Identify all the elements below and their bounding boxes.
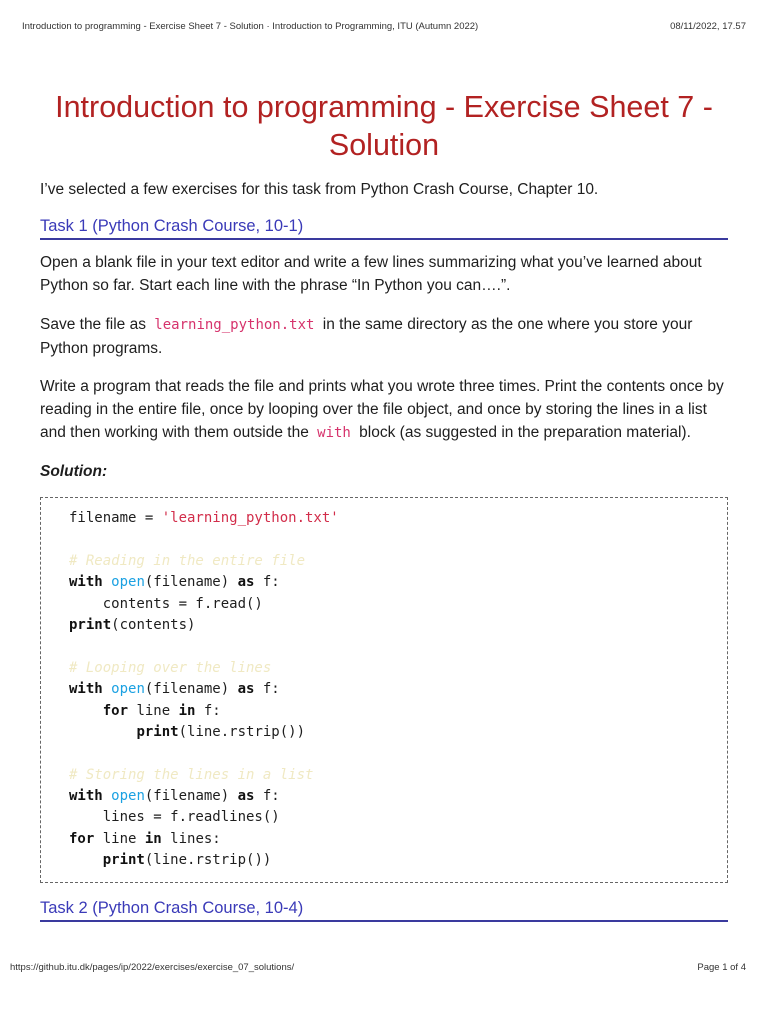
task-1-paragraph-3 [40,375,728,445]
footer-page-number: Page 1 of 4 [697,962,746,973]
document-content [40,88,728,922]
p2-text-after: in the same directory as the one where you store your Python programs. [40,316,693,357]
code-line: with open(filename) as f: [69,681,280,698]
intro-paragraph: I’ve selected a few exercises for this task from Python Crash Course, Chapter 10. [40,181,599,198]
code-line-blank [69,743,699,764]
print-header-timestamp: 08/11/2022, 17.57 [670,21,746,32]
task-1-paragraph-1: Open a blank file in your text editor and write a few lines summarizing what you’ve learned about Python so far. Start each line with the phrase “In Python you can….”. [40,254,702,294]
code-line: for line in f: [102,702,221,719]
code-line: with open(filename) as f: [69,788,280,805]
solution-label: Solution: [40,463,108,480]
page-title: Introduction to programming - Exercise Sheet 7 - Solution [55,90,713,162]
code-line: lines = f.readlines() [69,809,280,826]
code-comment: # Looping over the lines [69,659,272,676]
code-line-blank [69,636,699,657]
code-line: print(contents) [69,616,196,633]
code-comment: # Storing the lines in a list [69,766,314,783]
code-comment: # Reading in the entire file [69,552,306,569]
p3-text-before: Write a program that reads the file and prints what you wrote three times. Print the contents once by reading in the entire file, once by looping over the file object, and once by storing the lines in a list and then working with them outside the [40,378,724,441]
code-line: print(line.rstrip()) [102,852,272,869]
code-block [40,497,728,883]
footer-url: https://github.itu.dk/pages/ip/2022/exercises/exercise_07_solutions/ [10,962,295,973]
with-inline-code: with [317,425,351,441]
p3-text-after: block (as suggested in the preparation material). [359,424,691,441]
code-line-blank [69,529,699,550]
code-line: filename = 'learning_python.txt' [69,510,339,526]
task-2-heading: Task 2 (Python Crash Course, 10-4) [40,897,728,922]
code-line: with open(filename) as f: [69,574,280,591]
print-footer [10,962,746,973]
p2-text-before: Save the file as [40,316,146,333]
code-line: for line in lines: [69,830,221,847]
filename-inline-code: learning_python.txt [154,317,315,333]
task-1-heading: Task 1 (Python Crash Course, 10-1) [40,215,728,240]
print-header [22,21,746,32]
task-1-paragraph-2 [40,313,728,360]
code-line: print(line.rstrip()) [136,723,306,740]
code-line: contents = f.read() [69,595,263,612]
print-header-title: Introduction to programming - Exercise Sheet 7 - Solution · Introduction to Programming, ITU (Autumn 2022) [22,21,479,32]
